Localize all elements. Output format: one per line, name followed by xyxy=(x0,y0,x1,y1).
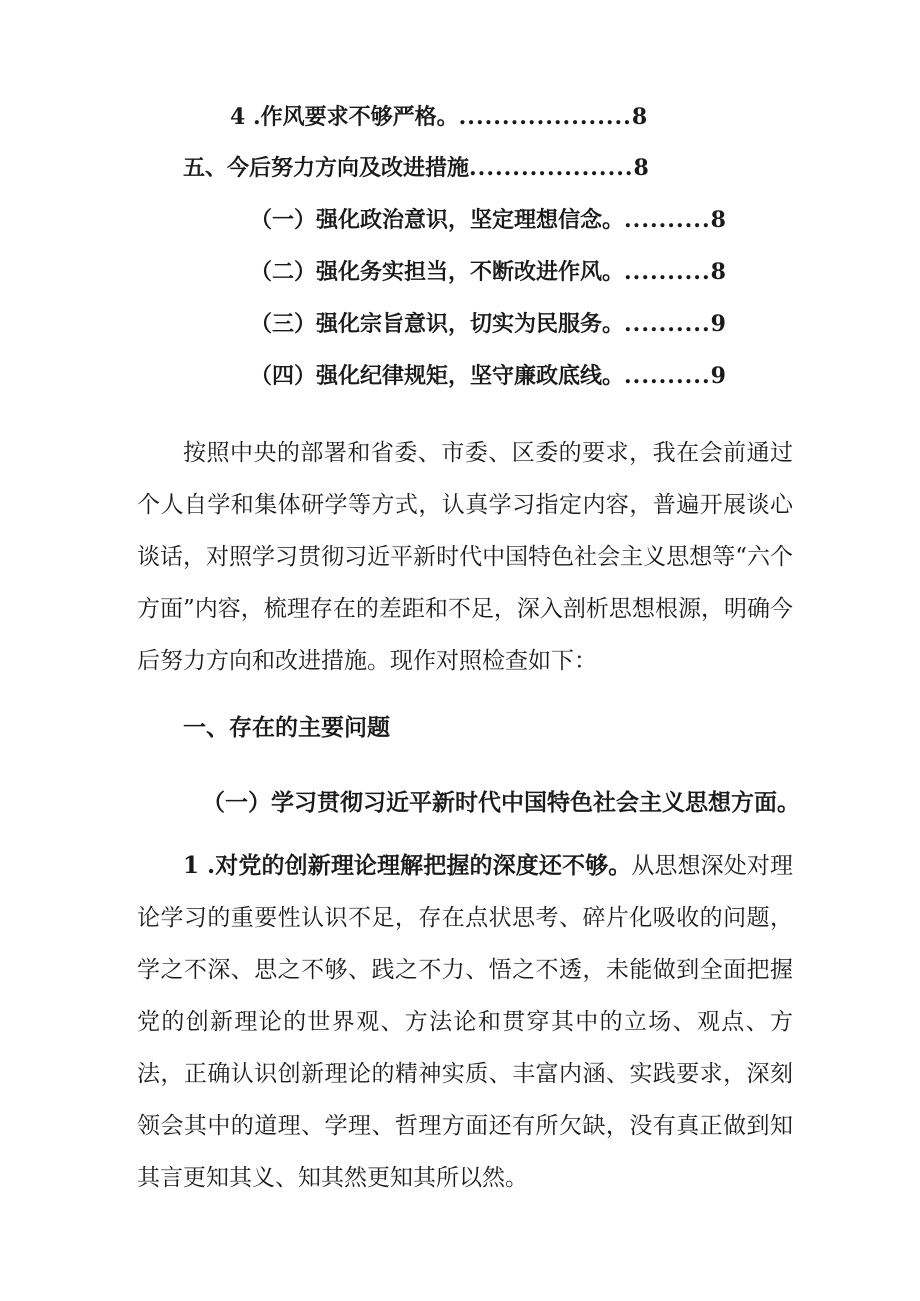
toc-entry[interactable] xyxy=(250,361,726,391)
toc-leader-dots: .................... xyxy=(458,104,632,130)
toc-page-number: 8 xyxy=(631,104,648,130)
toc-entry[interactable] xyxy=(250,309,726,339)
toc-leader-dots: ................... xyxy=(469,155,634,181)
subsection-heading: （一）学习贯彻习近平新时代中国特色社会主义思想方面。 xyxy=(202,789,800,816)
toc-page-number: 9 xyxy=(710,311,726,337)
toc-entry[interactable] xyxy=(230,102,647,132)
toc-leader-dots: .......... xyxy=(624,259,711,285)
toc-page-number: 8 xyxy=(633,155,649,181)
item-body: 从思想深处对理论学习的重要性认识不足，存在点状思考、碎片化吸收的问题，学之不深、思之不够、践之不力、悟之不透，未能做到全面把握党的创新理论的世界观、方法论和贯穿其中的立场、观点、方法，正确认识创新理论的精神实质、丰富内涵、实践要求，深刻领会其中的道理、学理、哲理方面还有所欠缺，没有真正做到知其言更知其义、知其然更知其所以然。 xyxy=(137,853,793,1191)
toc-entry-label: （三）强化宗旨意识，切实为民服务。 xyxy=(250,311,625,337)
toc-leader-dots: .......... xyxy=(624,207,711,233)
toc-entry-label: （二）强化务实担当，不断改进作风。 xyxy=(250,259,625,285)
toc-entry[interactable] xyxy=(183,153,649,183)
section-heading: 一、存在的主要问题 xyxy=(183,714,390,741)
toc-page-number: 8 xyxy=(710,259,726,285)
toc-entry-label: （四）强化纪律规矩，坚守廉政底线。 xyxy=(250,363,625,389)
toc-entry-label: （一）强化政治意识，坚定理想信念。 xyxy=(250,207,625,233)
toc-entry[interactable] xyxy=(250,205,726,235)
intro-paragraph: 按照中央的部署和省委、市委、区委的要求，我在会前通过个人自学和集体研学等方式，认真学习指定内容，普遍开展谈心谈话，对照学习贯彻习近平新时代中国特色社会主义思想等“六个方面”内容，梳理存在的差距和不足，深入剖析思想根源，明确今后努力方向和改进措施。现作对照检查如下： xyxy=(137,440,793,674)
toc-leader-dots: .......... xyxy=(624,311,711,337)
toc-entry[interactable] xyxy=(250,257,726,287)
toc-entry-label: 五、今后努力方向及改进措施 xyxy=(183,155,470,181)
item-paragraph xyxy=(137,840,793,1204)
toc-leader-dots: .......... xyxy=(624,363,711,389)
toc-page-number: 8 xyxy=(710,207,726,233)
toc-entry-label: 4 .作风要求不够严格。 xyxy=(230,104,459,130)
item-title: 1 .对党的创新理论理解把握的深度还不够。 xyxy=(183,852,632,879)
toc-page-number: 9 xyxy=(710,363,726,389)
